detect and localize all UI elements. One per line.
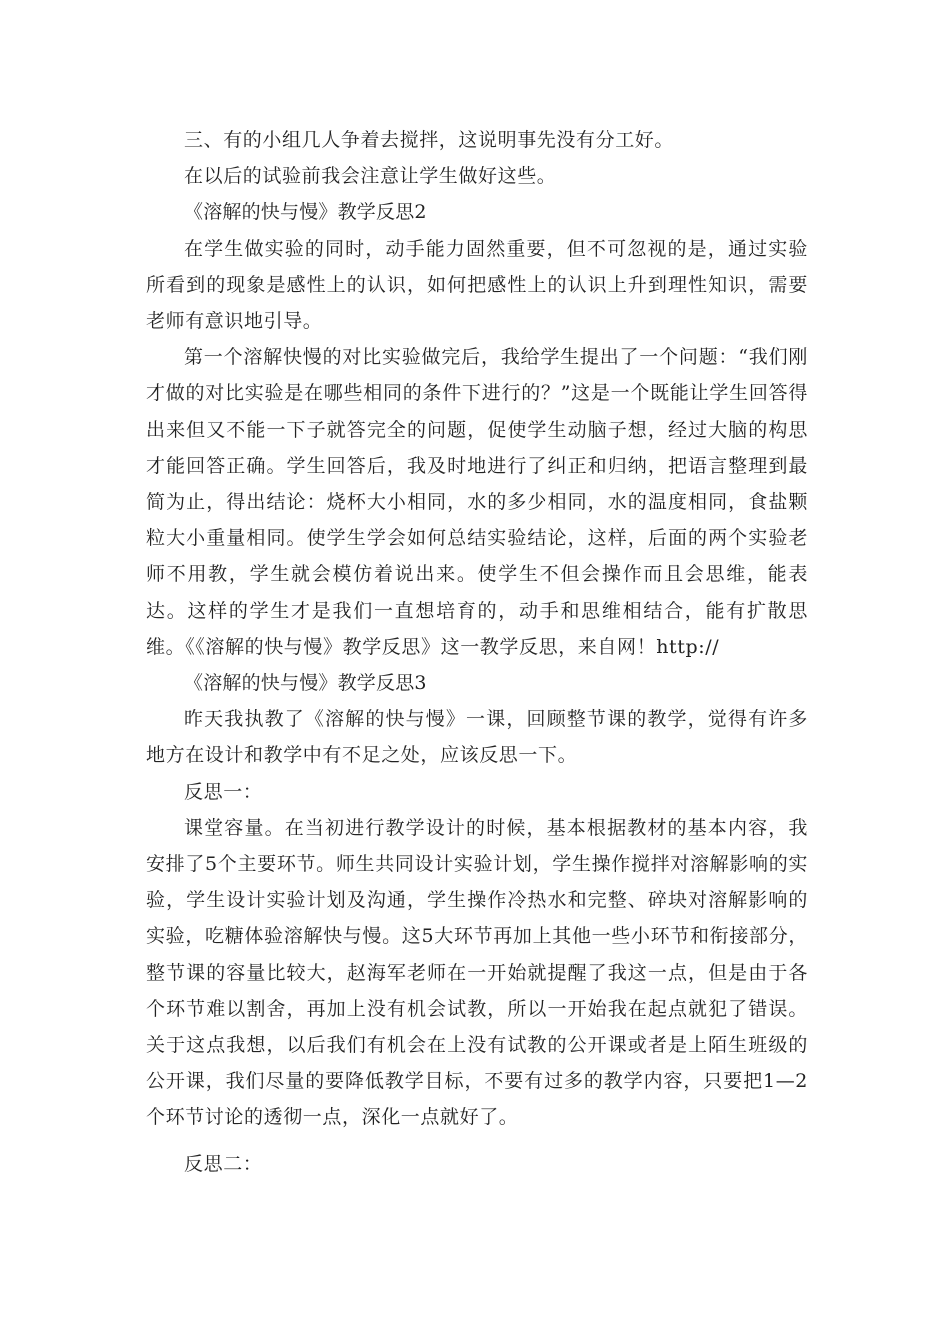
paragraph-comparison-experiment: 第一个溶解快慢的对比实验做完后，我给学生提出了一个问题：“我们刚才做的对比实验是在哪些相同的条件下进行的？”这是一个既能让学生回答得出来但又不能一下子就答完全的问题，促使学生动脑子想，经过大脑的构思才能回答正确。学生回答后，我及时地进行了纠正和归纳，把语言整理到最简为止，得出结论：烧杯大小相同，水的多少相同，水的温度相同，食盐颗粒大小重量相同。使学生学会如何总结实验结论，这样，后面的两个实验老师不用教，学生就会模仿着说出来。使学生不但会操作而且会思维，能表达。这样的学生才是我们一直想培育的，动手和思维相结合，能有扩散思维。《《溶解的快与慢》教学反思》这一教学反思，来自网！http:// — [146, 346, 808, 658]
document-body — [146, 122, 808, 1182]
paragraph-future-plan: 在以后的试验前我会注意让学生做好这些。 — [184, 165, 557, 188]
paragraph-lesson-review: 昨天我执教了《溶解的快与慢》一课，回顾整节课的教学，觉得有许多地方在设计和教学中有不足之处，应该反思一下。 — [146, 708, 808, 767]
section-heading-reflection-3: 《溶解的快与慢》教学反思3 — [184, 672, 427, 695]
paragraph-class-capacity: 课堂容量。在当初进行教学设计的时候，基本根据教材的基本内容，我安排了5个主要环节。师生共同设计实验计划，学生操作搅拌对溶解影响的实验，学生设计实验计划及沟通，学生操作冷热水和完整、碎块对溶解影响的实验，吃糖体验溶解快与慢。这5大环节再加上其他一些小环节和衔接部分，整节课的容量比较大，赵海军老师在一开始就提醒了我这一点，但是由于各个环节难以割舍，再加上没有机会试教，所以一开始我在起点就犯了错误。关于这点我想，以后我们有机会在上没有试教的公开课或者是上陌生班级的公开课，我们尽量的要降低教学目标，不要有过多的教学内容，只要把1—2个环节讨论的透彻一点，深化一点就好了。 — [146, 816, 808, 1129]
paragraph-group-division: 三、有的小组几人争着去搅拌，这说明事先没有分工好。 — [184, 129, 675, 151]
subheading-reflection-two: 反思二： — [184, 1152, 263, 1175]
section-heading-reflection-2: 《溶解的快与慢》教学反思2 — [184, 201, 427, 224]
subheading-reflection-one: 反思一： — [184, 780, 263, 803]
paragraph-guided-understanding: 在学生做实验的同时，动手能力固然重要，但不可忽视的是，通过实验所看到的现象是感性上的认识，如何把感性上的认识上升到理性知识，需要老师有意识地引导。 — [146, 237, 808, 333]
